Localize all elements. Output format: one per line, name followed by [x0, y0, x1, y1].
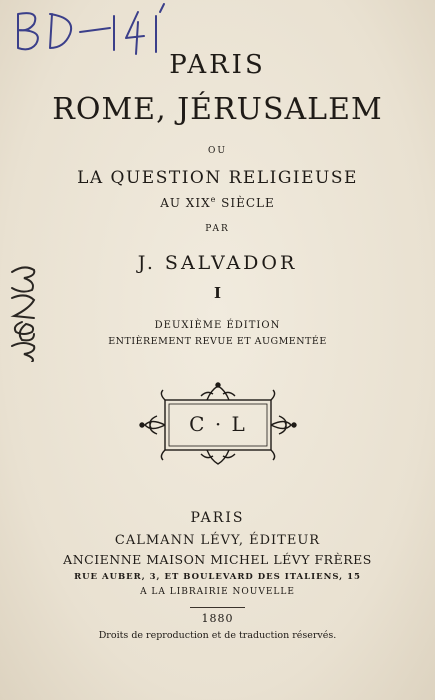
margin-shelfmark — [4, 262, 44, 362]
edition-line-2: ENTIÈREMENT REVUE ET AUGMENTÉE — [108, 336, 327, 347]
edition-line-1: DEUXIÈME ÉDITION — [154, 320, 281, 331]
divider-rule — [190, 607, 245, 608]
title-line-ou: OU — [208, 146, 227, 156]
rights-notice: Droits de reproduction et de traduction réservés. — [98, 630, 337, 641]
subtitle-question: LA QUESTION RELIGIEUSE — [77, 168, 358, 188]
century-sup: e — [210, 195, 217, 204]
century-main: AU XIX — [160, 196, 211, 210]
publisher-name: CALMANN LÉVY, ÉDITEUR — [114, 533, 321, 548]
vignette-monogram: C · L — [189, 412, 247, 436]
publisher-address: RUE AUBER, 3, ET BOULEVARD DES ITALIENS, 15 — [74, 572, 361, 582]
by-label: PAR — [205, 224, 230, 234]
subtitle-century — [0, 195, 435, 210]
author-name: J. SALVADOR — [137, 252, 298, 274]
publication-year: 1880 — [201, 612, 234, 625]
publisher-house: ANCIENNE MAISON MICHEL LÉVY FRÈRES — [63, 552, 372, 567]
volume-number: I — [213, 284, 222, 302]
publisher-city: PARIS — [190, 510, 245, 526]
title-line-paris: PARIS — [169, 50, 266, 80]
title-line-rome-jerusalem: ROME, JÉRUSALEM — [52, 92, 383, 127]
publisher-shop: A LA LIBRAIRIE NOUVELLE — [140, 587, 295, 597]
century-end: SIÈCLE — [216, 196, 275, 210]
